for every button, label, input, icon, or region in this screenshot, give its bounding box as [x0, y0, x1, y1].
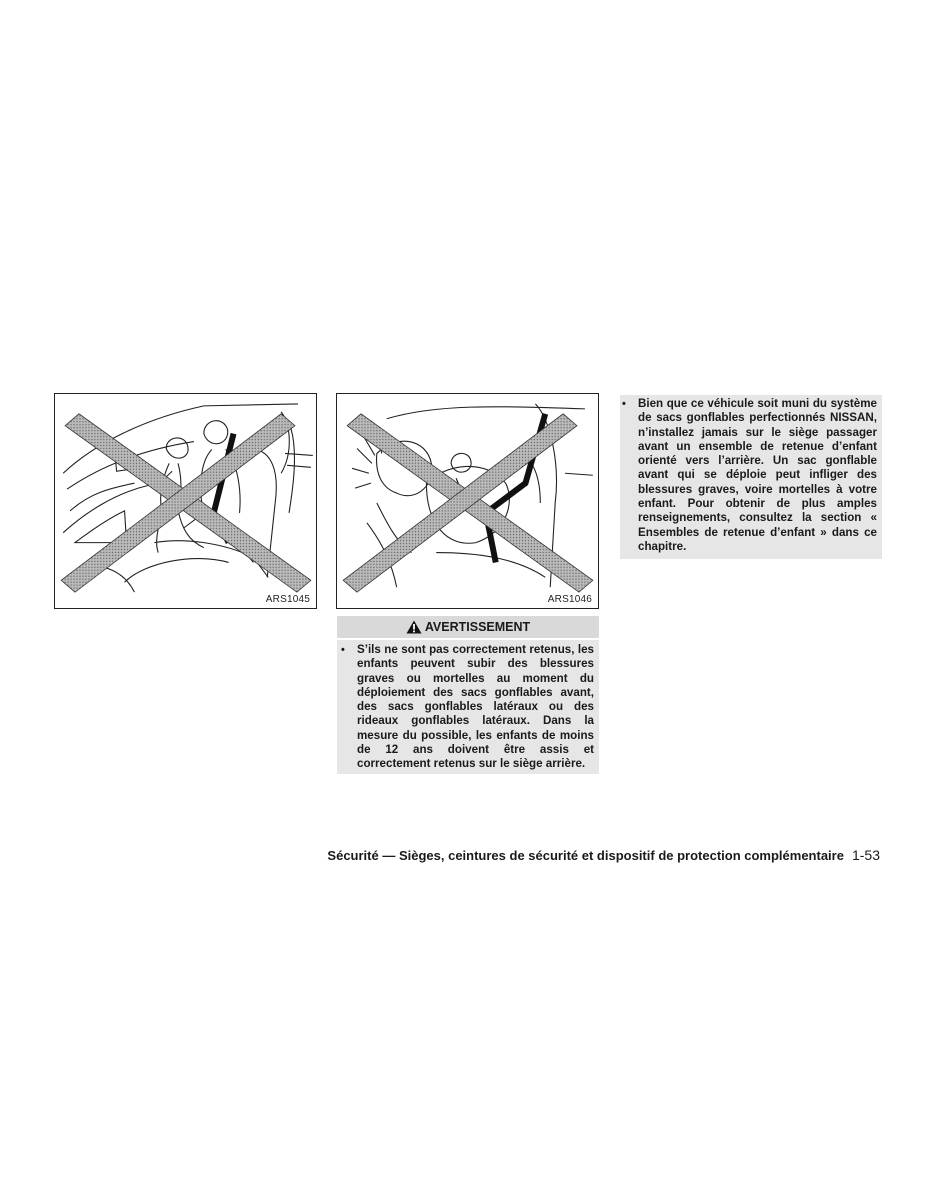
warning-text: S’ils ne sont pas correctement retenus, les enfants peuvent subir des blessures graves ou mortelles au moment du déploiement des sacs gonflables avant, des sacs gonflables latéraux ou des rideaux gonflables latéraux. Dans la mesure du possible, les enfants de moins de 12 ans doivent être assis et correctement retenus sur le siège arrière. [357, 643, 594, 771]
caution-note [620, 395, 882, 559]
figure-code: ARS1045 [265, 594, 310, 605]
child-standing-drawing [55, 394, 316, 608]
illustration-rear-facing-seat-airbag [336, 393, 599, 609]
note-text: Bien que ce véhicule soit muni du système de sacs gonflables perfectionnés NISSAN, n’installez jamais sur le siège passager avant un ensemble de retenue d’enfant orienté vers l’arrière. Un sac gonflable avant qui se déploie peut infliger des blessures graves, voire mortelles à votre enfant. Pour obtenir de plus amples renseignements, consultez la section « Ensembles de retenue d’enfant » dans ce chapitre. [638, 397, 877, 553]
warning-item [341, 643, 594, 772]
warning-title: AVERTISSEMENT [424, 620, 531, 634]
page-number: 1-53 [851, 847, 880, 863]
rear-facing-seat-drawing [337, 394, 598, 608]
illustration-child-standing-front-seat [54, 393, 317, 609]
warning-body [337, 640, 599, 774]
warning-header [337, 616, 599, 638]
bullet: • [341, 644, 345, 656]
figure-code: ARS1046 [547, 594, 592, 605]
bullet: • [622, 398, 626, 410]
page-footer [200, 847, 880, 863]
note-item [622, 397, 877, 554]
warning-triangle-icon [406, 620, 422, 634]
section-title: Sécurité — Sièges, ceintures de sécurité et dispositif de protection complémentaire [327, 848, 844, 863]
